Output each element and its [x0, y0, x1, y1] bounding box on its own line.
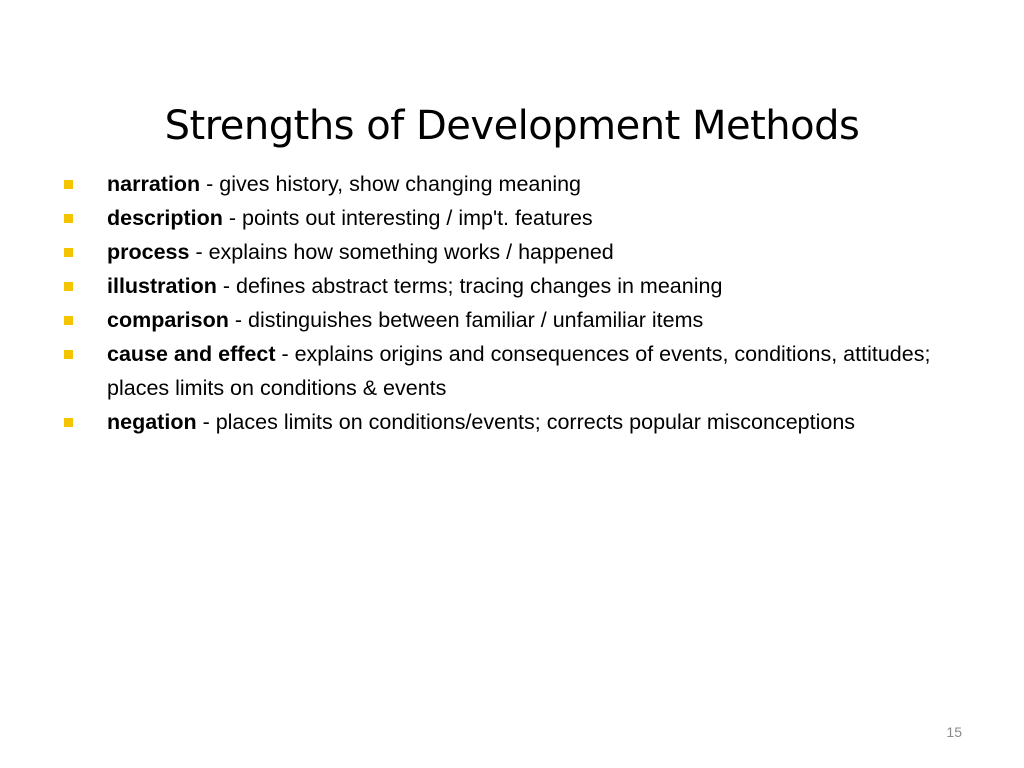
square-bullet-icon	[64, 316, 73, 325]
term-description: - defines abstract terms; tracing changes in meaning	[216, 274, 723, 298]
slide-title: Strengths of Development Methods	[164, 103, 860, 149]
bullet-list	[60, 167, 960, 439]
term-label: description	[107, 206, 223, 230]
square-bullet-icon	[64, 282, 73, 291]
term-label: negation	[107, 410, 197, 434]
list-item	[60, 167, 960, 201]
term-label: narration	[107, 172, 201, 196]
term-label: illustration	[107, 274, 217, 298]
list-item	[60, 269, 960, 303]
term-description: - gives history, show changing meaning	[200, 172, 582, 196]
list-item	[60, 405, 960, 439]
term-label: comparison	[107, 308, 229, 332]
term-description: - explains how something works / happened	[189, 240, 614, 264]
term-description: - distinguishes between familiar / unfamiliar items	[228, 308, 704, 332]
square-bullet-icon	[64, 350, 73, 359]
term-description: - explains origins and consequences of events, conditions, attitudes; places limits on conditions & events	[107, 342, 931, 400]
square-bullet-icon	[64, 248, 73, 257]
term-label: cause and effect	[107, 342, 276, 366]
square-bullet-icon	[64, 418, 73, 427]
list-item	[60, 201, 960, 235]
list-item	[60, 337, 960, 405]
list-item	[60, 303, 960, 337]
page-number: 15	[946, 724, 962, 740]
term-label: process	[107, 240, 190, 264]
square-bullet-icon	[64, 180, 73, 189]
term-description: - places limits on conditions/events; corrects popular misconceptions	[196, 410, 856, 434]
square-bullet-icon	[64, 214, 73, 223]
term-description: - points out interesting / imp't. features	[222, 206, 593, 230]
list-item	[60, 235, 960, 269]
